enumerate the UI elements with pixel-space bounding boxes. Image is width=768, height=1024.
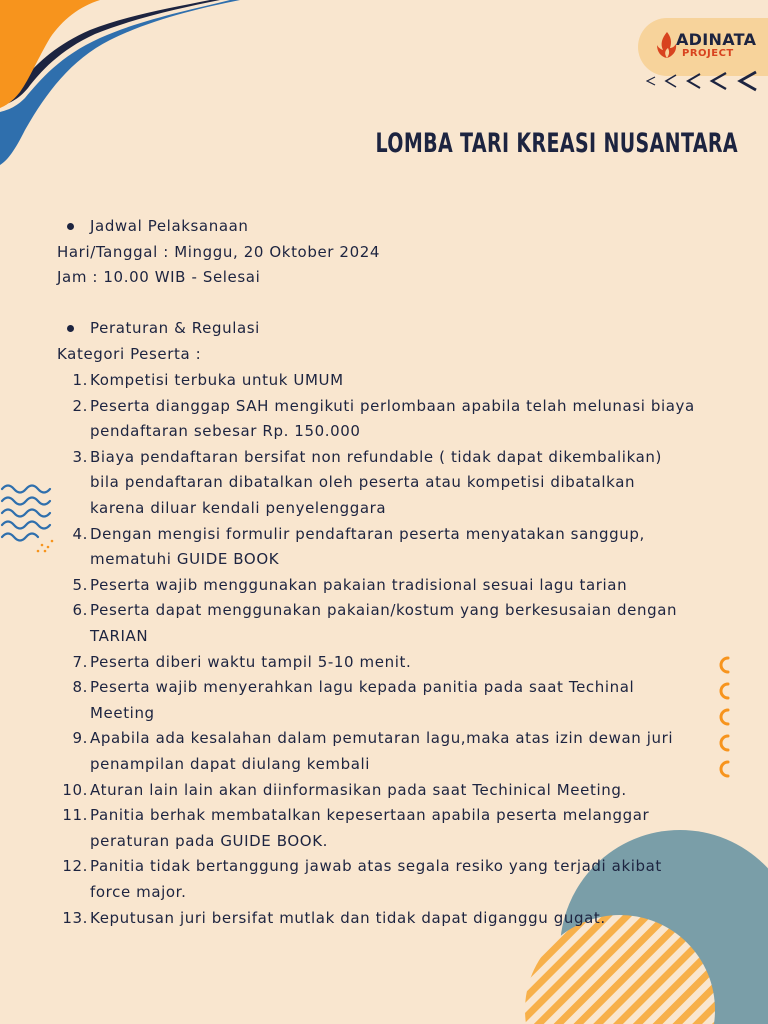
rule-text: karena diluar kendali penyelenggara <box>90 499 387 517</box>
rule-number: 10. <box>62 780 88 799</box>
phoenix-logo-icon <box>656 30 678 60</box>
logo-subtext: PROJECT <box>682 48 734 59</box>
rule-text: bila pendaftaran dibatalkan oleh peserta atau kompetisi dibatalkan <box>90 473 636 492</box>
rule-text: peraturan pada GUIDE BOOK. <box>90 831 328 850</box>
rule-number: 3. <box>72 447 88 466</box>
page-title: LOMBA TARI KREASI NUSANTARA <box>375 128 738 159</box>
rule-number: 7. <box>72 652 88 671</box>
rule-text: mematuhi GUIDE BOOK <box>90 550 280 569</box>
rule-text: Peserta wajib menggunakan pakaian tradisional sesuai lagu tarian <box>90 575 628 594</box>
squiggle-decoration-left <box>0 475 60 555</box>
wave-decoration-top-left <box>0 0 240 170</box>
rule-text: Peserta diberi waktu tampil 5-10 menit. <box>90 652 412 671</box>
rule-text: Kompetisi terbuka untuk UMUM <box>90 371 344 389</box>
rule-text: Dengan mengisi formulir pendaftaran peserta menyatakan sanggup, <box>90 524 645 543</box>
rule-number: 9. <box>72 729 88 748</box>
arc-decoration-right <box>708 650 738 785</box>
rule-number: 13. <box>62 908 88 927</box>
rule-number: 11. <box>62 806 88 825</box>
logo-badge <box>638 18 768 76</box>
rule-text: force major. <box>90 883 187 901</box>
rule-text: pendaftaran sebesar Rp. 150.000 <box>90 422 361 441</box>
rule-text: Aturan lain lain akan diinformasikan pada saat Techinical Meeting. <box>90 780 627 799</box>
rule-number: 8. <box>72 678 88 697</box>
rule-number: 2. <box>72 396 88 415</box>
rule-text: Peserta wajib menyerahkan lagu kepada panitia pada saat Techinal <box>90 678 635 697</box>
logo-text: ADINATA <box>676 30 757 49</box>
rule-number: 12. <box>62 857 88 876</box>
rule-text: Apabila ada kesalahan dalam pemutaran lagu,maka atas izin dewan juri <box>90 729 674 748</box>
schedule-heading: Jadwal Pelaksanaan <box>90 217 249 235</box>
rule-text: Panitia berhak membatalkan kepesertaan apabila peserta melanggar <box>90 806 650 825</box>
rule-number: 4. <box>72 524 88 543</box>
schedule-date: Hari/Tanggal : Minggu, 20 Oktober 2024 <box>57 243 380 261</box>
rule-text: Meeting <box>90 703 155 722</box>
rule-text: Peserta dapat menggunakan pakaian/kostum yang berkesusaian dengan <box>90 601 678 620</box>
rules-heading: Peraturan & Regulasi <box>90 319 260 337</box>
rule-number: 1. <box>72 371 88 389</box>
rule-number: 5. <box>72 575 88 594</box>
rule-number: 6. <box>72 601 88 620</box>
schedule-time: Jam : 10.00 WIB - Selesai <box>57 268 261 286</box>
rule-text: penampilan dapat diulang kembali <box>90 755 371 773</box>
rule-text: Peserta dianggap SAH mengikuti perlombaan apabila telah melunasi biaya <box>90 396 695 415</box>
bullet-schedule <box>67 223 74 230</box>
rule-text: Keputusan juri bersifat mutlak dan tidak dapat diganggu gugat. <box>90 908 606 927</box>
bullet-rules <box>67 325 74 332</box>
category-label: Kategori Peserta : <box>57 345 202 363</box>
rule-text: Biaya pendaftaran bersifat non refundable ( tidak dapat dikembalikan) <box>90 447 662 466</box>
rule-text: TARIAN <box>90 627 149 645</box>
arrow-triangles-decoration <box>646 70 758 92</box>
rule-text: Panitia tidak bertanggung jawab atas segala resiko yang terjadi akibat <box>90 857 662 876</box>
